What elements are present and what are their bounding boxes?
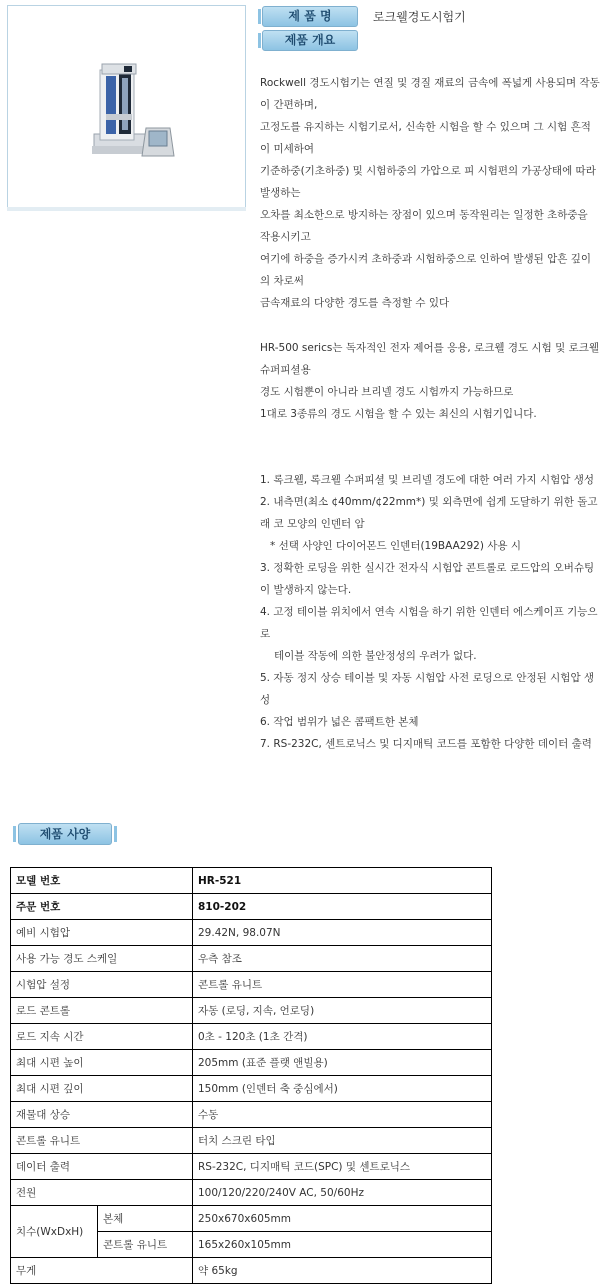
dimension-sublabel: 본체	[98, 1206, 193, 1232]
spec-label: 최대 시편 높이	[11, 1050, 193, 1076]
overview-line: 여기에 하중을 증가시켜 초하중과 시험하중으로 인하여 발생된 압흔 깊이의 차로써	[260, 253, 591, 287]
table-row	[11, 1024, 492, 1050]
table-row	[11, 1258, 492, 1284]
spec-table	[10, 867, 492, 1284]
table-row	[11, 868, 492, 894]
spec-value: 810-202	[193, 894, 492, 920]
spec-value: 우측 참조	[193, 946, 492, 972]
table-row	[11, 1076, 492, 1102]
spec-value: 165x260x105mm	[193, 1232, 492, 1258]
feature-item: * 선택 사양인 다이어몬드 인덴터(19BAA292) 사용 시	[270, 540, 522, 552]
spec-label: 로드 콘트롤	[11, 998, 193, 1024]
feature-item: 2. 내측면(최소 ¢40mm/¢22mm*) 및 외측면에 쉽게 도달하기 위한 돌고래 코 모양의 인덴터 암	[260, 496, 598, 530]
spec-label: 콘트롤 유니트	[11, 1128, 193, 1154]
overview-text-2	[260, 337, 600, 425]
hardness-tester-image	[8, 6, 245, 208]
feature-item: 4. 고정 테이블 위치에서 연속 시험을 하기 위한 인덴터 에스케이프 기능으로	[260, 606, 598, 640]
table-row	[11, 946, 492, 972]
spec-label: 모델 번호	[11, 868, 193, 894]
spec-value: 자동 (로딩, 지속, 언로딩)	[193, 998, 492, 1024]
spec-value: 콘트롤 유니트	[193, 972, 492, 998]
product-photo-frame	[7, 5, 246, 209]
spec-value: 29.42N, 98.07N	[193, 920, 492, 946]
spec-label: 데이터 출력	[11, 1154, 193, 1180]
feature-item: 3. 정확한 로딩을 위한 실시간 전자식 시험압 콘트롤로 로드압의 오버슈팅이 발생하지 않는다.	[260, 562, 595, 596]
dimension-label: 치수(WxDxH)	[11, 1206, 98, 1258]
table-row	[11, 1154, 492, 1180]
overview-line: 기준하중(기초하중) 및 시험하중의 가압으로 피 시험편의 가공상태에 따라 발생하는	[260, 165, 596, 199]
features-list	[260, 469, 600, 755]
overview-line: 경도 시험뿐이 아니라 브리넬 경도 시험까지 가능하므로	[260, 386, 514, 398]
spec-label: 재물대 상승	[11, 1102, 193, 1128]
spec-label: 로드 지속 시간	[11, 1024, 193, 1050]
table-row	[11, 972, 492, 998]
spec-value: 100/120/220/240V AC, 50/60Hz	[193, 1180, 492, 1206]
feature-item: 테이블 작동에 의한 불안정성의 우려가 없다.	[274, 650, 477, 662]
photo-shadow	[7, 207, 246, 211]
overview-line: 고정도를 유지하는 시험기로서, 신속한 시험을 할 수 있으며 그 시험 흔적이 미세하여	[260, 121, 591, 155]
feature-item: 5. 자동 정지 상승 테이블 및 자동 시험압 사전 로딩으로 안정된 시험압 생성	[260, 672, 595, 706]
spec-value: RS-232C, 디지매틱 코드(SPC) 및 센트로닉스	[193, 1154, 492, 1180]
table-row	[11, 894, 492, 920]
table-row	[11, 998, 492, 1024]
spec-value: 150mm (인덴터 축 중심에서)	[193, 1076, 492, 1102]
dimension-sublabel: 콘트롤 유니트	[98, 1232, 193, 1258]
table-row	[11, 920, 492, 946]
product-name-value: 로크웰경도시험기	[373, 10, 466, 24]
table-row	[11, 1102, 492, 1128]
table-row	[11, 1180, 492, 1206]
spec-label: 예비 시험압	[11, 920, 193, 946]
table-row	[11, 1050, 492, 1076]
spec-label: 최대 시편 깊이	[11, 1076, 193, 1102]
feature-item: 7. RS-232C, 센트로닉스 및 디지매틱 코드를 포함한 다양한 데이터 출력	[260, 738, 592, 750]
table-row	[11, 1206, 492, 1232]
spec-value: 터치 스크린 타입	[193, 1128, 492, 1154]
spec-value: 수동	[193, 1102, 492, 1128]
spec-value: 0초 - 120초 (1초 간격)	[193, 1024, 492, 1050]
spec-label: 시험압 설정	[11, 972, 193, 998]
spec-value: 약 65kg	[193, 1258, 492, 1284]
feature-item: 6. 작업 범위가 넓은 콤팩트한 본체	[260, 716, 419, 728]
spec-value: HR-521	[193, 868, 492, 894]
overview-line: HR-500 serics는 독자적인 전자 제어를 응용, 로크웰 경도 시험 및 로크웰 슈퍼피셜용	[260, 342, 600, 376]
product-name-label: 제 품 명	[262, 6, 358, 27]
overview-line: 금속재료의 다양한 경도를 측정할 수 있다	[260, 297, 450, 309]
overview-line: 오차를 최소한으로 방지하는 장점이 있으며 동작원리는 일정한 초하중을 작용시키고	[260, 209, 588, 243]
overview-line: 1대로 3종류의 경도 시험을 할 수 있는 최신의 시험기입니다.	[260, 408, 537, 420]
product-spec-label: 제품 사양	[18, 823, 112, 845]
spec-label: 주문 번호	[11, 894, 193, 920]
spec-value: 250x670x605mm	[193, 1206, 492, 1232]
feature-item: 1. 록크웰, 록크웰 수퍼피셜 및 브리넬 경도에 대한 여러 가지 시험압 생성	[260, 474, 595, 486]
spec-label: 사용 가능 경도 스케일	[11, 946, 193, 972]
spec-label: 전원	[11, 1180, 193, 1206]
spec-label: 무게	[11, 1258, 193, 1284]
product-overview-label: 제품 개요	[262, 30, 358, 51]
table-row	[11, 1128, 492, 1154]
spec-value: 205mm (표준 플랫 앤빌용)	[193, 1050, 492, 1076]
overview-line: Rockwell 경도시험기는 연질 및 경질 재료의 금속에 폭넓게 사용되며 작동이 간편하며,	[260, 77, 600, 111]
overview-text	[260, 72, 600, 314]
